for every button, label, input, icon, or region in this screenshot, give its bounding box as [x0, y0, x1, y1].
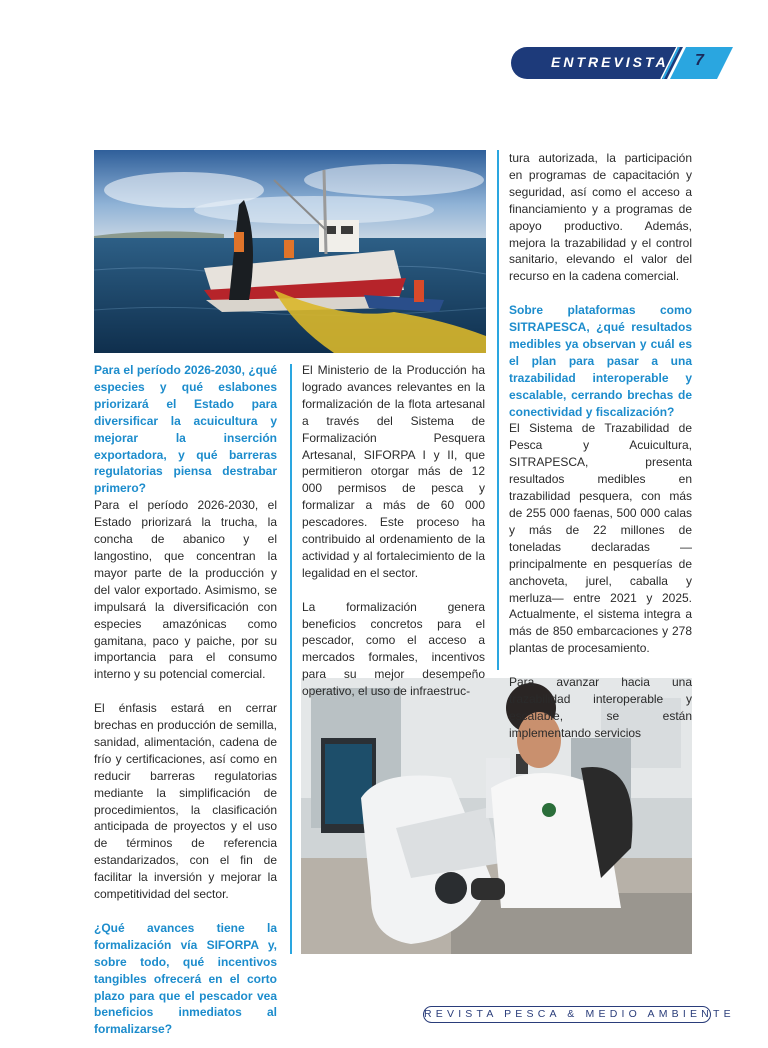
answer-3-paragraph-1: El Sistema de Trazabilidad de Pesca y Acuicultura, SITRAPESCA, presenta resultados medibles en trazabilidad pesquera, con más de 255 000 faenas, 500 000 calas y más de 22 millones de toneladas declaradas —principalmente en pesquerías de anchoveta, jurel, caballa y merluza— entre 2021 y 2025. Actualmente, el sistema integra a más de 850 embarcaciones y 278 plantas de procesamiento. — [509, 421, 692, 656]
question-3: Sobre plataformas como SITRAPESCA, ¿qué resultados medibles ya observan y cuál es el plan para pasar a una trazabilidad interoperable y escalable, cerrando brechas de conectividad y fiscalización? — [509, 303, 692, 419]
question-2: ¿Qué avances tiene la formalización vía SIFORPA y, sobre todo, qué incentivos tangibles ofrecerá en el corto plazo para que el pescador vea beneficios inmediatos al formalizarse? — [94, 920, 277, 1037]
answer-2-paragraph-1: El Ministerio de la Producción ha logrado avances relevantes en la formalización de la flota artesanal a través del Sistema de Formalización Pesquera Artesanal, SIFORPA I y II, que permitieron otorgar más de 12 000 permisos de pesca y formalizar a más de 60 000 pescadores. Este proceso ha contribuido al ordenamiento de la actividad y al fortalecimiento de la legalidad en el sector. — [302, 363, 485, 580]
section-header-tab — [511, 47, 733, 79]
magazine-footer: REVISTA PESCA & MEDIO AMBIENTE — [423, 1006, 711, 1023]
answer-1-paragraph-1: Para el período 2026-2030, el Estado priorizará la trucha, la concha de abanico y el langostino, que concentran la mayor parte de la producción y del valor exportado. Asimismo, se impulsará la diversificación con especies amazónicas como gamitana, paco y paiche, por su importancia para el consumo interno y su potencial comercial. — [94, 498, 277, 682]
answer-1-paragraph-2: El énfasis estará en cerrar brechas en producción de semilla, sanidad, alimentación, cadena de frío y certificaciones, así como en reducir barreras regulatorias mediante la simplificación de procedimientos, la clasificación anticipada de proyectos y el uso de términos de referencia estandarizados, con el fin de facilitar la inversión y mejorar la competitividad del sector. — [94, 701, 277, 902]
answer-3-paragraph-2: Para avanzar hacia una trazabilidad interoperable y escalable, se están implementando servicios — [509, 675, 692, 740]
left-text-column — [94, 362, 277, 1038]
middle-text-column — [302, 362, 485, 717]
fishing-boat-photo — [94, 150, 486, 353]
answer-2-paragraph-2: La formalización genera beneficios concretos para el pescador, como el acceso a mercados formales, incentivos para su mejor desempeño operativo, el uso de infraestruc- — [302, 599, 485, 699]
right-text-column — [509, 150, 692, 759]
page-number: 7 — [695, 52, 704, 69]
section-label: ENTREVISTA — [551, 54, 669, 70]
answer-2-continuation: tura autorizada, la participación en programas de capacitación y seguridad, así como el acceso a financiamiento y a programas de apoyo productivo. Además, mejora la trazabilidad y el control sanitario, elevando el valor del recurso en la cadena comercial. — [509, 151, 692, 284]
question-1: Para el período 2026-2030, ¿qué especies y qué eslabones priorizará el Estado para diversificar la acuicultura y mejorar la inserción exportadora, y qué barreras regulatorias piensa destrabar primero? — [94, 363, 277, 496]
column-divider-left — [290, 364, 292, 954]
column-divider-right — [497, 150, 499, 670]
